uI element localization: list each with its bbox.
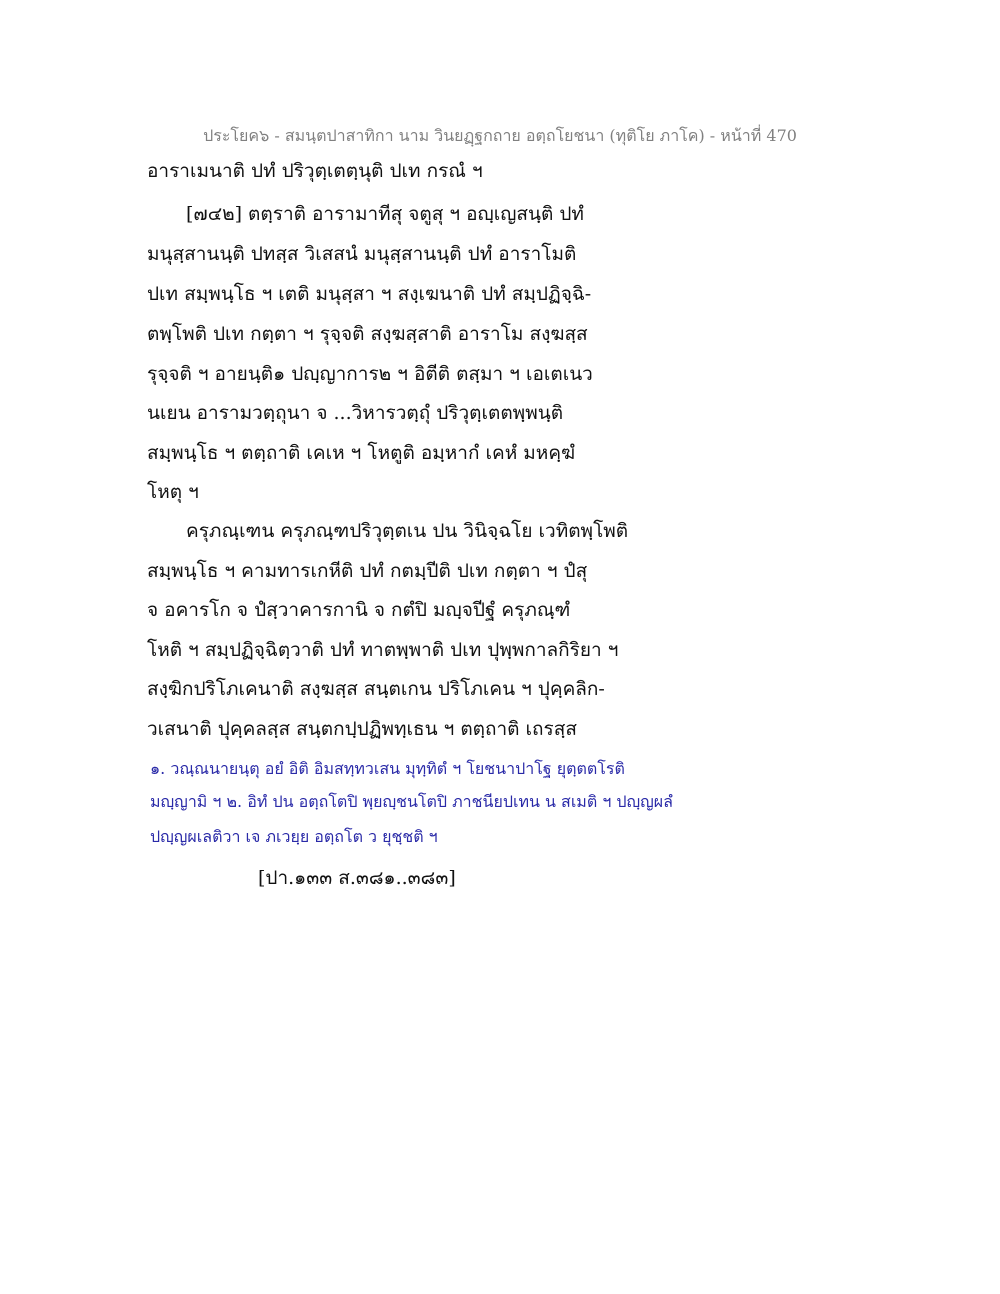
footnote-line-1: ๑. วณฺณนายนฺตุ อยํ อิติ อิมสทฺทวเสน มุทฺทิตํ ฯ โยชนาปาโฐ ยุตฺตตโรติ [150,759,625,778]
body-line-10: ครุภณฺเฑน ครุภณฺฑปริวุตฺตเน ปน วินิจฺฉโย เวทิตพฺโพติ [186,520,629,542]
body-line-14: สงฺฆิกปริโภเคนาติ สงฺฆสฺส สนฺตเกน ปริโภเคน ฯ ปุคฺคลิก- [147,678,605,700]
footnote-line-2: มญฺญามิ ฯ ๒. อิทํ ปน อตฺถโตปิ พฺยญฺชนโตปิ ภาชนียปเทน น สเมติ ฯ ปญฺญผลํ [150,792,673,811]
body-line-9: โหตุ ฯ [147,481,199,503]
footnote-line-3: ปญฺญผเลติวา เจ ภเวยฺย อตฺถโต ว ยุชฺชติ ฯ [150,827,438,846]
body-line-11: สมฺพนฺโธ ฯ คามทารเกหีติ ปทํ กตมฺปีติ ปเท กตฺตา ฯ ปํสุ [147,560,588,582]
body-line-8: สมฺพนฺโธ ฯ ตตฺถาติ เคเห ฯ โหตูติ อมฺหากํ เคหํ มหคฺฆํ [147,442,576,464]
body-line-3: มนุสฺสานนฺติ ปทสฺส วิเสสนํ มนุสฺสานนฺติ ปทํ อาราโมติ [147,243,577,265]
page-reference: [ปา.๑๓๓ ส.๓๘๑..๓๘๓] [258,867,456,889]
body-line-12: จ อคารโก จ ปํสฺวาคารกานิ จ กตํปิ มญฺจปีฐํ ครุภณฺฑํ [147,599,571,621]
body-line-5: ตพฺโพติ ปเท กตฺตา ฯ รุจฺจติ สงฺฆสฺสาติ อาราโม สงฺฆสฺส [147,323,588,345]
body-line-2: [๗๔๒] ตตฺราติ อารามาทีสุ จตูสุ ฯ อญฺเญสนฺติ ปทํ [186,203,584,225]
body-line-4: ปเท สมฺพนฺโธ ฯ เตติ มนุสฺสา ฯ สงฺเฆนาติ ปทํ สมฺปฏิจฺฉิ- [147,283,592,305]
body-line-13: โหติ ฯ สมฺปฏิจฺฉิตฺวาติ ปทํ ทาตพฺพาติ ปเท ปุพฺพกาลกิริยา ฯ [147,639,619,661]
body-line-7: นเยน อารามวตฺถุนา จ ...วิหารวตฺถุํ ปริวุตฺเตตพฺพนฺติ [147,402,564,424]
body-line-6: รุจฺจติ ฯ อายนฺติ๑ ปญฺญาการ๒ ฯ อิตีติ ตสฺมา ฯ เอเตเนว [147,363,593,385]
running-header: ประโยค๖ - สมนฺตปาสาทิกา นาม วินยฏฺฐกถาย อตฺถโยชนา (ทุติโย ภาโค) - หน้าที่ 470 [203,126,797,145]
body-line-1: อาราเมนาติ ปทํ ปริวุตฺเตตฺนุติ ปเท กรณํ ฯ [147,160,483,182]
body-line-15: วเสนาติ ปุคฺคลสฺส สนฺตกปฺปฏิพทฺเธน ฯ ตตฺถาติ เถรสฺส [147,718,577,740]
